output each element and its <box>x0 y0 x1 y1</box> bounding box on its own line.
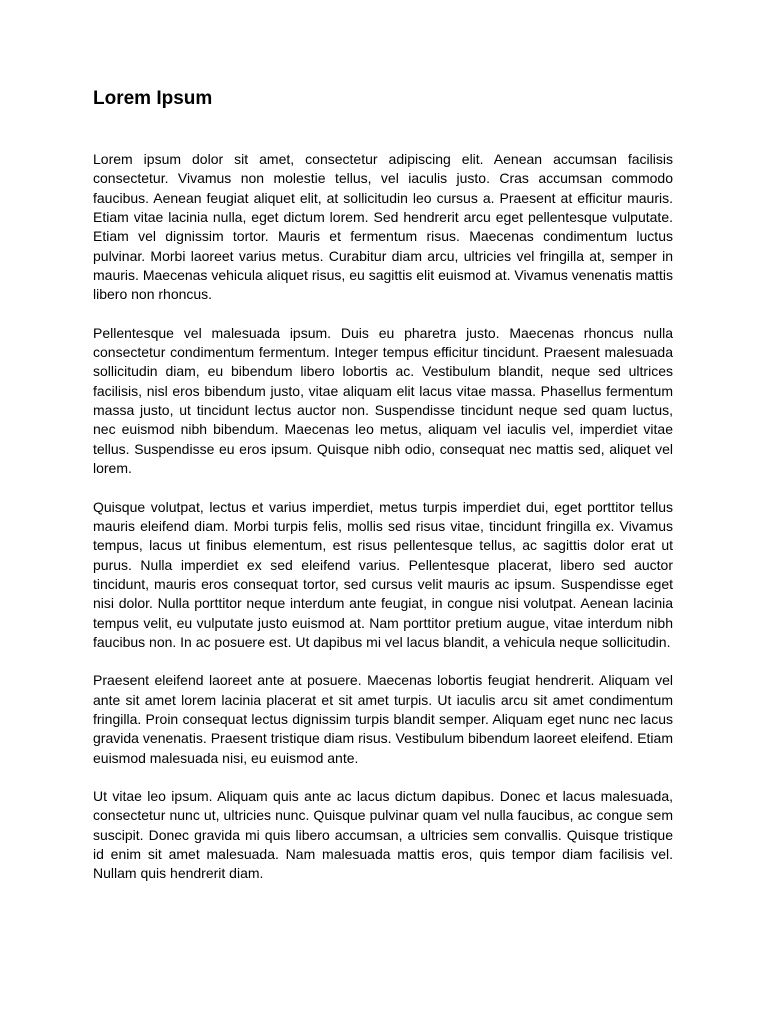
paragraph-1: Lorem ipsum dolor sit amet, consectetur adipiscing elit. Aenean accumsan facilisis consectetur. Vivamus non molestie tellus, vel iaculis justo. Cras accumsan commodo faucibus. Aenean feugiat aliquet elit, at sollicitudin leo cursus a. Praesent at efficitur mauris. Etiam vitae lacinia nulla, eget dictum lorem. Sed hendrerit arcu eget pellentesque vulputate. Etiam vel dignissim tortor. Mauris et fermentum risus. Maecenas condimentum luctus pulvinar. Morbi laoreet varius metus. Curabitur diam arcu, ultricies vel fringilla at, semper in mauris. Maecenas vehicula aliquet risus, eu sagittis elit euismod at. Vivamus venenatis mattis libero non rhoncus. <box>93 151 673 303</box>
paragraph-2: Pellentesque vel malesuada ipsum. Duis eu pharetra justo. Maecenas rhoncus nulla consectetur condimentum fermentum. Integer tempus efficitur tincidunt. Praesent malesuada sollicitudin diam, eu bibendum libero lobortis ac. Vestibulum blandit, neque sed ultrices facilisis, nisl eros bibendum justo, vitae aliquam elit lacus vitae massa. Phasellus fermentum massa justo, ut tincidunt lectus auctor non. Suspendisse tincidunt neque sed quam luctus, nec euismod nibh bibendum. Maecenas leo metus, aliquam vel iaculis vel, imperdiet vitae tellus. Suspendisse eu eros ipsum. Quisque nibh odio, consequat nec mattis sed, aliquet vel lorem. <box>93 324 673 477</box>
paragraph-4: Praesent eleifend laoreet ante at posuere. Maecenas lobortis feugiat hendrerit. Aliquam vel ante sit amet lorem lacinia placerat et sit amet turpis. Ut iaculis arcu sit amet condimentum fringilla. Proin consequat lectus dignissim turpis blandit semper. Aliquam eget nunc nec lacus gravida venenatis. Praesent tristique diam risus. Vestibulum bibendum laoreet eleifend. Etiam euismod malesuada nisi, eu euismod ante. <box>93 672 673 766</box>
paragraph-3: Quisque volutpat, lectus et varius imperdiet, metus turpis imperdiet dui, eget porttitor tellus mauris eleifend diam. Morbi turpis felis, mollis sed risus vitae, tincidunt fringilla ex. Vivamus tempus, lacus ut finibus elementum, est risus pellentesque tellus, ac sagittis dolor erat ut purus. Nulla imperdiet ex sed eleifend varius. Pellentesque placerat, libero sed auctor tincidunt, mauris eros consequat tortor, sed cursus velit mauris ac ipsum. Suspendisse eget nisi dolor. Nulla porttitor neque interdum ante feugiat, in congue nisi volutpat. Aenean lacinia tempus velit, eu vulputate justo euismod at. Nam porttitor pretium augue, vitae interdum nibh faucibus non. In ac posuere est. Ut dapibus mi vel lacus blandit, a vehicula neque sollicitudin. <box>93 498 673 650</box>
paragraph-5: Ut vitae leo ipsum. Aliquam quis ante ac lacus dictum dapibus. Donec et lacus malesuada, consectetur nunc ut, ultricies nunc. Quisque pulvinar quam vel nulla faucibus, ac congue sem suscipit. Donec gravida mi quis libero accumsan, a ultricies sem convallis. Quisque tristique id enim sit amet malesuada. Nam malesuada mattis eros, quis tempor diam facilisis vel. Nullam quis hendrerit diam. <box>93 787 673 882</box>
document-title: Lorem Ipsum <box>93 88 213 109</box>
document-body <box>93 150 673 903</box>
